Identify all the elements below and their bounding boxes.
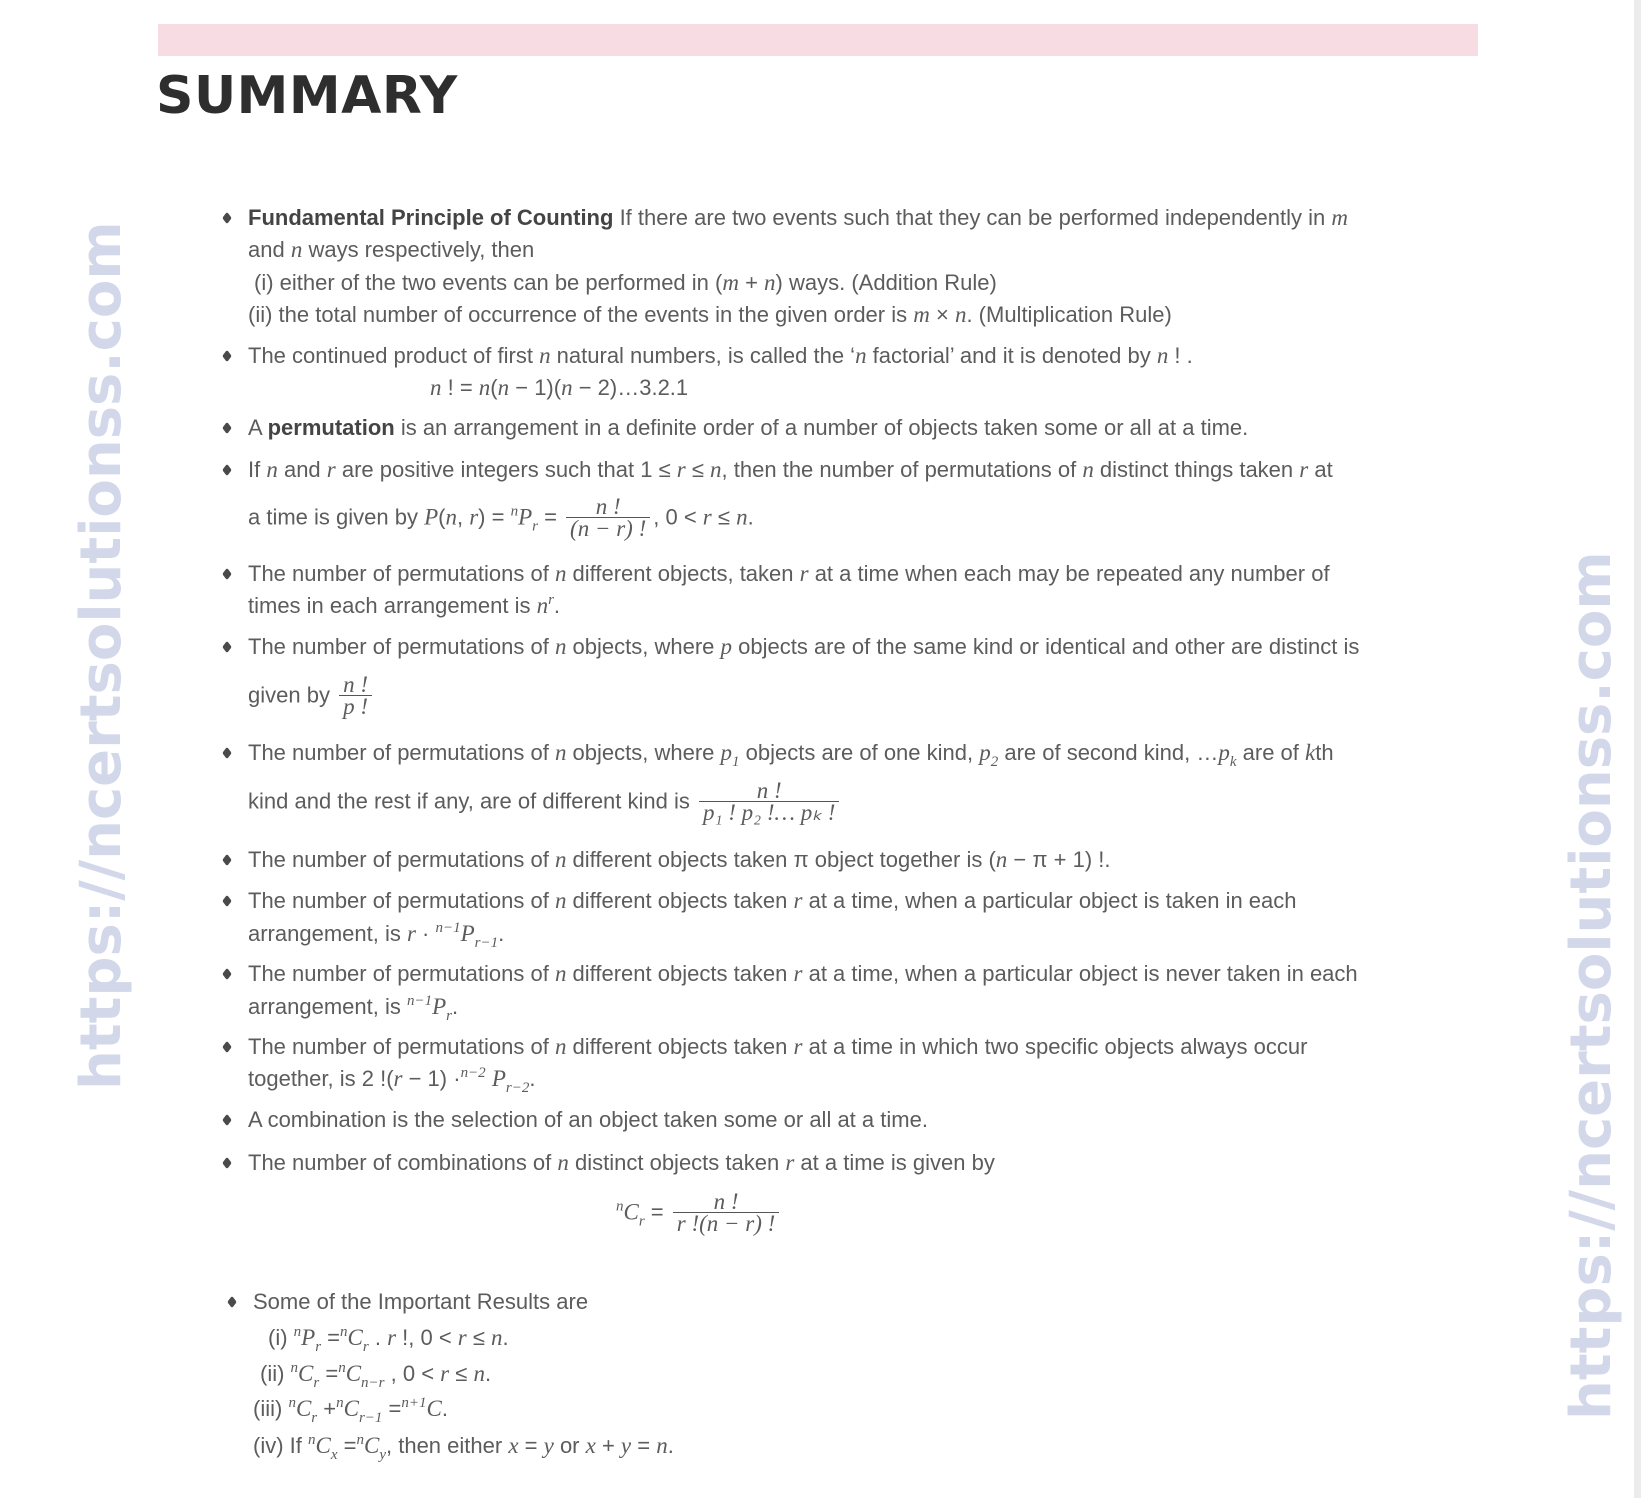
superscript: n−1 <box>435 920 461 936</box>
subscript: r <box>532 518 538 535</box>
text: arrangement, is <box>248 921 407 946</box>
summary-line <box>248 590 560 622</box>
text: = <box>537 504 564 530</box>
summary-line <box>248 1147 995 1179</box>
text: !, 0 < <box>396 1325 458 1350</box>
text: (i) either of the two events can be performed in ( <box>254 270 723 295</box>
math-var: n <box>539 343 551 368</box>
summary-line <box>248 844 1111 876</box>
superscript: n <box>336 1395 344 1411</box>
math-var: r <box>326 457 336 482</box>
text: . <box>484 1361 492 1386</box>
summary-line <box>248 234 534 266</box>
math-var: C <box>298 1361 314 1386</box>
text: , 0 < <box>384 1361 441 1386</box>
summary-line <box>248 558 1330 590</box>
math-var: n <box>497 375 510 400</box>
math-var: k <box>1305 740 1316 765</box>
numerator: n ! <box>673 1192 780 1213</box>
math-var: n <box>656 1433 668 1458</box>
math-var: P <box>301 1325 316 1350</box>
subscript: 1 <box>732 754 740 770</box>
text: are of second kind, … <box>998 740 1219 765</box>
math-var: n <box>554 634 567 659</box>
subscript: r <box>362 1339 369 1355</box>
text: . <box>498 921 505 946</box>
bullet-icon <box>222 854 232 866</box>
text: distinct objects taken <box>568 1150 786 1175</box>
math-var: n <box>1156 343 1169 368</box>
numerator: n ! <box>699 781 839 802</box>
bullet-icon <box>222 568 232 580</box>
bullet-icon <box>222 464 232 476</box>
text: ≤ <box>685 457 711 482</box>
math-var: n <box>855 343 867 368</box>
watermark: https://ncertsolutionss.com <box>1559 551 1624 1420</box>
numerator: n ! <box>339 675 372 696</box>
summary-line <box>248 1104 928 1136</box>
text: (iii) <box>253 1396 289 1421</box>
math-var: n <box>266 457 278 482</box>
text: times in each arrangement is <box>248 593 537 618</box>
bullet-icon <box>222 1041 232 1053</box>
text: . <box>441 1396 448 1421</box>
bold-term: permutation <box>267 415 395 440</box>
bullet-icon <box>222 422 232 434</box>
text: objects are of the same kind or identical and other are distinct is <box>732 634 1360 659</box>
text: ≤ <box>711 504 737 530</box>
text: given by <box>248 682 337 708</box>
math-var: y <box>543 1433 554 1458</box>
subscript: r <box>313 1375 320 1391</box>
text: kind and the rest if any, are of different kind is <box>248 788 696 814</box>
denominator: p₁ ! p₂ !… pₖ ! <box>703 800 836 825</box>
summary-line <box>248 494 754 541</box>
text: A combination is the selection of an object taken some or all at a time. <box>248 1107 928 1132</box>
math-var: n <box>554 961 567 986</box>
text: ! . <box>1168 343 1193 368</box>
math-var: p <box>979 740 991 765</box>
math-var: n <box>557 1150 569 1175</box>
math-var: r <box>457 1325 467 1350</box>
formula-line <box>430 372 688 404</box>
superscript: n <box>290 1360 299 1376</box>
math-var: x <box>585 1433 596 1458</box>
fraction <box>339 672 372 719</box>
result-line <box>260 1358 491 1390</box>
subscript: r−1 <box>358 1410 383 1426</box>
superscript: n−1 <box>406 993 433 1009</box>
text: ways respectively, then <box>302 237 535 262</box>
summary-line <box>248 958 1358 990</box>
text: natural numbers, is called the ‘ <box>550 343 856 368</box>
math-var: m <box>913 302 930 327</box>
math-var: r <box>469 504 479 530</box>
page-edge <box>1634 0 1641 1498</box>
text: , <box>456 504 470 530</box>
text: (ii) the total number of occurrence of the events in the given order is <box>248 302 914 327</box>
math-var: r <box>785 1150 795 1175</box>
text: . <box>452 994 459 1019</box>
text: different objects taken <box>566 961 794 986</box>
math-var: r <box>799 561 809 586</box>
text: = <box>644 1199 670 1225</box>
bullet-icon <box>222 1157 232 1169</box>
text: a time is given by <box>248 504 425 530</box>
superscript: n <box>293 1324 302 1340</box>
summary-line <box>248 1063 535 1095</box>
text: ≤ <box>449 1361 474 1386</box>
text: The number of permutations of <box>248 561 555 586</box>
summary-line <box>253 1286 588 1318</box>
math-var: r <box>1299 457 1309 482</box>
math-var: C <box>347 1325 363 1350</box>
superscript: n <box>308 1432 316 1448</box>
text: different objects taken π object together is ( <box>566 847 996 872</box>
text: . <box>553 593 561 618</box>
math-var: r <box>793 961 803 986</box>
math-var: n <box>290 237 303 262</box>
text: The number of permutations of <box>248 634 555 659</box>
text: and <box>248 237 291 262</box>
text: . <box>368 1325 388 1350</box>
math-var: C <box>345 1361 362 1386</box>
math-var: n <box>995 847 1008 872</box>
watermark: https://ncertsolutionss.com <box>69 221 134 1090</box>
text: ( <box>490 375 498 400</box>
text: = <box>337 1433 357 1458</box>
summary-line <box>248 885 1297 917</box>
text: The number of permutations of <box>248 961 555 986</box>
text: objects, where <box>566 634 721 659</box>
superscript: r <box>548 592 554 608</box>
math-var: m <box>1331 205 1348 230</box>
denominator: r !(n − r) ! <box>676 1211 776 1236</box>
text: + <box>738 270 765 295</box>
math-var: p <box>720 634 733 659</box>
subscript: 2 <box>990 754 999 770</box>
text: − 1)( <box>509 375 562 400</box>
text: = <box>382 1396 402 1421</box>
text: is an arrangement in a definite order of a number of objects taken some or all at a time. <box>394 415 1249 440</box>
denominator: (n − r) ! <box>570 516 647 541</box>
superscript: n−2 <box>460 1065 486 1081</box>
summary-line <box>248 412 1248 444</box>
subscript: r <box>311 1410 318 1426</box>
bullet-icon <box>222 212 232 224</box>
math-var: r <box>387 1325 397 1350</box>
summary-line <box>248 631 1359 663</box>
math-var: P <box>460 921 475 946</box>
text: = <box>518 1433 544 1458</box>
math-var: x <box>508 1433 519 1458</box>
math-var: n <box>478 375 491 400</box>
math-var: r <box>676 457 686 482</box>
math-var: n <box>1082 457 1094 482</box>
text: (ii) <box>260 1361 291 1386</box>
text: and <box>277 457 327 482</box>
math-var: n <box>554 740 567 765</box>
text: − 1) · <box>402 1066 461 1091</box>
math-var: p <box>720 740 733 765</box>
text: ( <box>438 504 446 530</box>
text: ) = <box>478 504 511 530</box>
math-var: n <box>430 375 442 400</box>
superscript: n <box>288 1395 296 1411</box>
superscript: n <box>338 1360 346 1376</box>
math-var: C <box>315 1433 331 1458</box>
math-var: n <box>554 1034 567 1059</box>
text: , 0 < <box>653 504 703 530</box>
math-var: P <box>424 504 439 530</box>
text: at a time, when a particular object is never taken in each <box>802 961 1358 986</box>
math-var: r <box>702 504 712 530</box>
math-var: n <box>491 1325 503 1350</box>
text: together, is 2 !( <box>248 1066 394 1091</box>
summary-line <box>248 299 1172 331</box>
fraction <box>566 494 650 541</box>
text: · <box>415 921 436 946</box>
subscript: r <box>315 1339 322 1355</box>
text: different objects, taken <box>566 561 800 586</box>
summary-line <box>248 991 458 1023</box>
text: ! = <box>441 375 479 400</box>
denominator: p ! <box>343 694 368 719</box>
text: The continued product of first <box>248 343 540 368</box>
text: factorial’ and it is denoted by <box>866 343 1157 368</box>
text: − 2)…3.2.1 <box>572 375 689 400</box>
math-var: n <box>554 888 567 913</box>
subscript: k <box>1229 754 1237 770</box>
subscript: r−1 <box>474 935 499 951</box>
subscript: x <box>330 1447 338 1463</box>
summary-line <box>248 918 504 950</box>
summary-line <box>248 778 842 825</box>
math-var: r <box>440 1361 450 1386</box>
math-var: P <box>491 1066 506 1091</box>
text: objects are of one kind, <box>739 740 980 765</box>
text: The number of permutations of <box>248 847 555 872</box>
summary-line <box>254 267 997 299</box>
math-var: n <box>473 1361 485 1386</box>
summary-line <box>248 737 1334 769</box>
result-line <box>253 1393 448 1425</box>
text: = <box>321 1325 341 1350</box>
text: The number of combinations of <box>248 1150 558 1175</box>
math-var: n <box>954 302 967 327</box>
text: at a time, when a particular object is taken in each <box>802 888 1297 913</box>
bullet-icon <box>222 968 232 980</box>
text: are of <box>1236 740 1305 765</box>
math-var: C <box>295 1396 312 1421</box>
text: different objects taken <box>566 1034 794 1059</box>
bullet-icon <box>227 1296 237 1308</box>
bullet-icon <box>222 641 232 653</box>
subscript: n−r <box>361 1375 385 1391</box>
text: Some of the Important Results are <box>253 1289 589 1314</box>
text: The number of permutations of <box>248 740 555 765</box>
text: at a time is given by <box>794 1150 995 1175</box>
math-var: n <box>710 457 722 482</box>
bullet-icon <box>222 350 232 362</box>
fraction <box>699 778 839 825</box>
text: + <box>595 1433 621 1458</box>
text: ≤ <box>466 1325 492 1350</box>
math-var: n <box>736 504 748 530</box>
text: arrangement, is <box>248 994 407 1019</box>
math-var: n <box>764 270 776 295</box>
text: The number of permutations of <box>248 1034 555 1059</box>
text: The number of permutations of <box>248 888 555 913</box>
text: = <box>631 1433 657 1458</box>
math-var: P <box>432 994 447 1019</box>
superscript: n <box>356 1432 364 1448</box>
math-var: n <box>445 504 457 530</box>
text: − π + 1) !. <box>1007 847 1111 872</box>
text: . (Multiplication Rule) <box>966 302 1172 327</box>
math-var: r <box>793 1034 803 1059</box>
numerator: n ! <box>566 497 650 518</box>
result-line <box>253 1430 674 1462</box>
superscript: n+1 <box>401 1395 427 1411</box>
text: . <box>502 1325 509 1350</box>
math-var: y <box>620 1433 632 1458</box>
summary-line <box>248 340 1193 372</box>
text: or <box>553 1433 586 1458</box>
formula-line <box>616 1189 782 1236</box>
text: at <box>1308 457 1333 482</box>
superscript: n <box>616 1198 624 1215</box>
summary-line <box>248 1031 1307 1063</box>
page-title: SUMMARY <box>156 66 458 126</box>
text: different objects taken <box>566 888 794 913</box>
bullet-icon <box>222 747 232 759</box>
math-var: C <box>426 1396 442 1421</box>
header-band <box>158 24 1478 56</box>
bullet-icon <box>222 1114 232 1126</box>
math-var: C <box>363 1433 380 1458</box>
bullet-icon <box>222 895 232 907</box>
math-var: n <box>554 561 567 586</box>
superscript: n <box>510 503 519 520</box>
fraction <box>673 1189 780 1236</box>
text: . <box>747 504 754 530</box>
text: = <box>319 1361 339 1386</box>
math-var: r <box>793 888 803 913</box>
text: . <box>667 1433 674 1458</box>
text: , then either <box>386 1433 509 1458</box>
text: . <box>529 1066 536 1091</box>
summary-line <box>248 202 1348 234</box>
subscript: r <box>638 1213 645 1230</box>
result-line <box>268 1322 509 1354</box>
text: at a time in which two specific objects always occur <box>802 1034 1308 1059</box>
text: th <box>1315 740 1334 765</box>
text: distinct things taken <box>1093 457 1300 482</box>
subscript: y <box>379 1447 386 1463</box>
math-var: C <box>623 1199 639 1225</box>
text: × <box>929 302 955 327</box>
text: at a time when each may be repeated any number of <box>808 561 1330 586</box>
text: (iv) If <box>253 1433 308 1458</box>
text: are positive integers such that 1 ≤ <box>335 457 677 482</box>
text: If <box>248 457 267 482</box>
text: , then the number of permutations of <box>721 457 1083 482</box>
math-var: m <box>722 270 739 295</box>
math-var: r <box>406 921 416 946</box>
math-var: C <box>343 1396 359 1421</box>
summary-line <box>248 672 375 719</box>
math-var: n <box>536 593 549 618</box>
summary-line <box>248 454 1333 486</box>
text: (i) <box>268 1325 294 1350</box>
superscript: n <box>340 1324 348 1340</box>
math-var: n <box>554 847 567 872</box>
bold-term: Fundamental Principle of Counting <box>248 205 614 230</box>
math-var: p <box>1218 740 1230 765</box>
text: ) ways. (Addition Rule) <box>775 270 997 295</box>
text: A <box>248 415 268 440</box>
text: objects, where <box>566 740 721 765</box>
math-var: P <box>518 504 533 530</box>
math-var: r <box>393 1066 403 1091</box>
subscript: r−2 <box>505 1080 530 1096</box>
subscript: r <box>446 1008 452 1024</box>
math-var: n <box>561 375 573 400</box>
text: + <box>317 1396 337 1421</box>
text: If there are two events such that they can be performed independently in <box>613 205 1332 230</box>
